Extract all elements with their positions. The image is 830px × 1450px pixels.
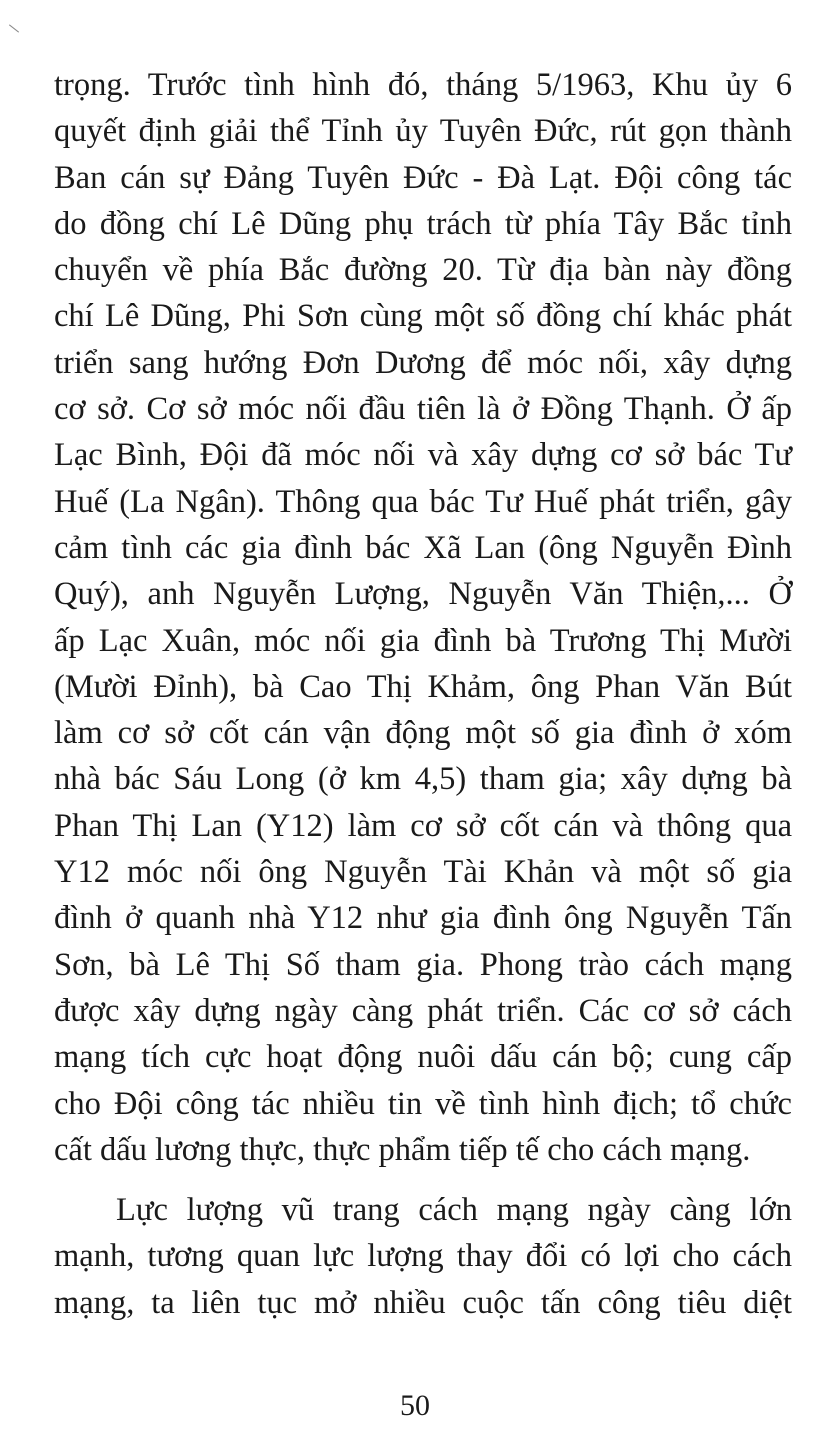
text-line: Y12 móc nối ông Nguyễn Tài Khản và một số gia <box>54 854 792 891</box>
text-line: cảm tình các gia đình bác Xã Lan (ông Nguyễn Đình <box>54 529 792 566</box>
text-line: Ban cán sự Đảng Tuyên Đức - Đà Lạt. Đội công tác <box>54 159 792 196</box>
text-line: chuyển về phía Bắc đường 20. Từ địa bàn này đồng <box>54 252 792 289</box>
body-text <box>54 62 792 1326</box>
scan-artifact-mark <box>9 24 19 32</box>
text-line: (Mười Đỉnh), bà Cao Thị Khảm, ông Phan Văn Bút <box>54 668 792 705</box>
text-line: được xây dựng ngày càng phát triển. Các cơ sở cách <box>54 992 792 1029</box>
text-line: trọng. Trước tình hình đó, tháng 5/1963, Khu ủy 6 <box>54 67 792 103</box>
text-line: mạng, ta liên tục mở nhiều cuộc tấn công tiêu diệt <box>54 1284 792 1321</box>
paragraph-spacer <box>54 1173 792 1187</box>
text-line: quyết định giải thể Tỉnh ủy Tuyên Đức, rút gọn thành <box>54 113 792 150</box>
text-line: cho Đội công tác nhiều tin về tình hình địch; tổ chức <box>54 1085 792 1122</box>
text-line: Phan Thị Lan (Y12) làm cơ sở cốt cán và thông qua <box>54 807 792 844</box>
paragraph-2 <box>54 1187 792 1326</box>
text-line: Quý), anh Nguyễn Lượng, Nguyễn Văn Thiện,... Ở <box>54 576 792 613</box>
text-line: Huế (La Ngân). Thông qua bác Tư Huế phát triển, gây <box>54 483 792 520</box>
text-line: ấp Lạc Xuân, móc nối gia đình bà Trương Thị Mười <box>54 622 792 659</box>
paragraph-1 <box>54 62 792 1173</box>
text-line: chí Lê Dũng, Phi Sơn cùng một số đồng chí khác phát <box>54 298 792 335</box>
text-line: làm cơ sở cốt cán vận động một số gia đình ở xóm <box>54 715 792 752</box>
text-line: nhà bác Sáu Long (ở km 4,5) tham gia; xây dựng bà <box>54 761 792 798</box>
text-line: mạnh, tương quan lực lượng thay đổi có lợi cho cách <box>54 1238 792 1275</box>
page-number: 50 <box>400 1389 430 1422</box>
text-line: mạng tích cực hoạt động nuôi dấu cán bộ; cung cấp <box>54 1039 792 1076</box>
text-line: cất dấu lương thực, thực phẩm tiếp tế cho cách mạng. <box>54 1131 751 1168</box>
text-line: Lực lượng vũ trang cách mạng ngày càng lớn <box>116 1192 792 1229</box>
text-line: đình ở quanh nhà Y12 như gia đình ông Nguyễn Tấn <box>54 900 792 937</box>
text-line: do đồng chí Lê Dũng phụ trách từ phía Tây Bắc tỉnh <box>54 205 792 242</box>
text-line: triển sang hướng Đơn Dương để móc nối, xây dựng <box>54 344 792 381</box>
text-line: Lạc Bình, Đội đã móc nối và xây dựng cơ sở bác Tư <box>54 437 792 474</box>
text-line: Sơn, bà Lê Thị Số tham gia. Phong trào cách mạng <box>54 946 792 983</box>
text-line: cơ sở. Cơ sở móc nối đầu tiên là ở Đồng Thạnh. Ở ấp <box>54 391 792 428</box>
